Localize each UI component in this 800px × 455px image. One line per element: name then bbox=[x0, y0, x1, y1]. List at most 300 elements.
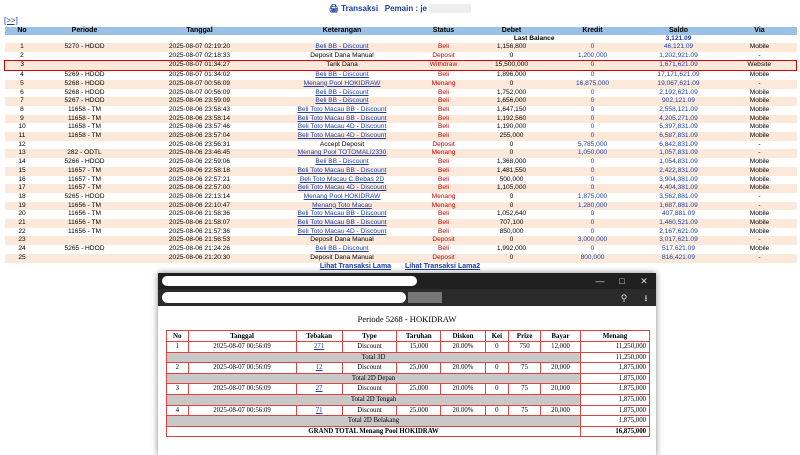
detail-prize: 750 bbox=[509, 342, 540, 352]
detail-discount: 20.00% bbox=[441, 384, 484, 394]
row-status: Menang bbox=[415, 193, 473, 202]
row-via: - bbox=[723, 236, 797, 245]
row-kredit: 0 bbox=[551, 245, 635, 254]
row-saldo: 2,558,121.09 bbox=[635, 106, 723, 115]
row-debet: 1,752,000 bbox=[473, 89, 551, 98]
row-debet: 0 bbox=[473, 236, 551, 245]
detail-kei: 0 bbox=[486, 342, 509, 352]
page-title bbox=[0, 4, 800, 13]
detail-column-header: No bbox=[167, 331, 188, 341]
table-row bbox=[5, 236, 797, 245]
row-date: 2025-08-07 00:56:09 bbox=[130, 80, 270, 89]
maximize-icon[interactable]: □ bbox=[619, 276, 625, 286]
row-saldo: 4,205,271.09 bbox=[635, 115, 723, 124]
minimize-icon[interactable]: — bbox=[595, 276, 605, 286]
row-date: 2025-08-06 22:10:47 bbox=[130, 202, 270, 211]
row-date: 2025-08-06 22:57:21 bbox=[130, 176, 270, 185]
detail-total-row bbox=[167, 353, 649, 363]
row-kredit: 800,000 bbox=[551, 254, 635, 263]
row-description[interactable]: Beli BB - Discount bbox=[270, 158, 415, 167]
detail-total-value: 1,875,000 bbox=[581, 395, 649, 405]
row-date: 2025-08-06 22:13:14 bbox=[130, 193, 270, 202]
row-debet: 1,052,640 bbox=[473, 210, 551, 219]
row-periode: 11656 - TM bbox=[40, 228, 130, 237]
row-date: 2025-08-06 22:57:00 bbox=[130, 184, 270, 193]
row-saldo: 517,621.09 bbox=[635, 245, 723, 254]
detail-date: 2025-08-07 00:56:09 bbox=[189, 384, 296, 394]
grand-total-row bbox=[167, 427, 649, 437]
row-debet: 0 bbox=[473, 193, 551, 202]
row-saldo: 407,881.09 bbox=[635, 210, 723, 219]
next-page-link[interactable]: [>>] bbox=[4, 16, 18, 25]
detail-type: Discount bbox=[343, 363, 396, 373]
row-via: Mobile bbox=[723, 71, 797, 80]
row-kredit: 0 bbox=[551, 106, 635, 115]
table-row bbox=[5, 106, 797, 115]
row-periode: 11657 - TM bbox=[40, 167, 130, 176]
row-status: Beli bbox=[415, 219, 473, 228]
row-periode: 5267 - HDOD bbox=[40, 97, 130, 106]
row-periode bbox=[40, 254, 130, 263]
row-description[interactable]: Beli Toto Macau BB - Discount bbox=[270, 210, 415, 219]
row-via: Mobile bbox=[723, 89, 797, 98]
popup-page-title: Periode 5268 - HOKIDRAW bbox=[357, 314, 457, 324]
row-debet: 1,992,000 bbox=[473, 245, 551, 254]
row-kredit: 0 bbox=[551, 132, 635, 141]
row-kredit: 0 bbox=[551, 71, 635, 80]
column-header: Periode bbox=[40, 27, 130, 35]
row-periode bbox=[40, 141, 130, 150]
detail-win: 1,875,000 bbox=[581, 384, 649, 394]
row-date: 2025-08-06 23:59:09 bbox=[130, 97, 270, 106]
detail-row bbox=[167, 384, 649, 394]
row-date: 2025-08-06 23:57:04 bbox=[130, 132, 270, 141]
row-status: Menang bbox=[415, 149, 473, 158]
row-number: 16 bbox=[5, 176, 40, 185]
row-number: 2 bbox=[5, 52, 40, 61]
close-icon[interactable]: ✕ bbox=[640, 276, 648, 286]
table-row bbox=[5, 43, 797, 52]
row-date: 2025-08-06 22:59:06 bbox=[130, 158, 270, 167]
detail-guess-link[interactable]: 12 bbox=[297, 363, 342, 373]
row-kredit: 1,280,000 bbox=[551, 202, 635, 211]
row-saldo: 1,687,881.09 bbox=[635, 202, 723, 211]
table-row bbox=[5, 71, 797, 80]
row-description[interactable]: Beli Toto Macau BB - Discount bbox=[270, 115, 415, 124]
zoom-icon[interactable]: ⚲ bbox=[620, 293, 628, 303]
printer-icon[interactable]: 🖨 bbox=[328, 4, 339, 13]
detail-pay: 20,000 bbox=[541, 363, 580, 373]
row-periode: 11658 - TM bbox=[40, 123, 130, 132]
row-status: Beli bbox=[415, 228, 473, 237]
row-status: Beli bbox=[415, 245, 473, 254]
grand-total-label: GRAND TOTAL Menang Pool HOKIDRAW bbox=[167, 427, 580, 437]
row-via: - bbox=[723, 202, 797, 211]
row-via: - bbox=[723, 193, 797, 202]
detail-discount: 20.00% bbox=[441, 342, 484, 352]
table-body bbox=[5, 35, 797, 263]
detail-prize: 75 bbox=[509, 363, 540, 373]
row-periode: 5270 - HDOD bbox=[40, 43, 130, 52]
row-description[interactable]: Beli BB - Discount bbox=[270, 245, 415, 254]
detail-row bbox=[167, 406, 649, 416]
row-description[interactable]: Menang Pool TOTOMALI2330 bbox=[270, 149, 415, 158]
row-status: Deposit bbox=[415, 52, 473, 61]
row-date: 2025-08-06 21:58:36 bbox=[130, 210, 270, 219]
row-kredit: 16,875,000 bbox=[551, 80, 635, 89]
old-transactions-link-2[interactable]: Lihat Transaksi Lama2 bbox=[405, 263, 481, 270]
row-kredit: 0 bbox=[551, 123, 635, 132]
detail-kei: 0 bbox=[486, 384, 509, 394]
detail-body bbox=[167, 342, 649, 436]
table-row bbox=[5, 141, 797, 150]
row-debet: 707,100 bbox=[473, 219, 551, 228]
row-periode: 11658 - TM bbox=[40, 106, 130, 115]
detail-column-header: Bayar bbox=[541, 331, 580, 341]
row-status: Beli bbox=[415, 132, 473, 141]
detail-no: 2 bbox=[167, 363, 188, 373]
page-title-text: Transaksi bbox=[341, 4, 379, 13]
row-status: Withdraw bbox=[415, 61, 473, 71]
row-via: - bbox=[723, 149, 797, 158]
row-number: 7 bbox=[5, 97, 40, 106]
table-row bbox=[5, 176, 797, 185]
detail-type: Discount bbox=[343, 342, 396, 352]
row-debet: 0 bbox=[473, 202, 551, 211]
table-row bbox=[5, 115, 797, 124]
detail-column-header: Taruhan bbox=[397, 331, 440, 341]
detail-kei: 0 bbox=[486, 406, 509, 416]
row-description[interactable]: Menang Pool HOKIDRAW bbox=[270, 193, 415, 202]
detail-total-value: 1,875,000 bbox=[581, 416, 649, 426]
row-date: 2025-08-07 02:18:33 bbox=[130, 52, 270, 61]
row-debet: 1,192,560 bbox=[473, 115, 551, 124]
row-saldo: 1,054,831.09 bbox=[635, 158, 723, 167]
row-description[interactable]: Menang Pool HOKIDRAW bbox=[270, 80, 415, 89]
detail-pay: 20,000 bbox=[541, 406, 580, 416]
detail-total-label: Total 2D Tengah bbox=[167, 395, 580, 405]
row-periode: 11657 - TM bbox=[40, 176, 130, 185]
row-kredit: 1,200,000 bbox=[551, 52, 635, 61]
detail-date: 2025-08-07 00:56:09 bbox=[189, 406, 296, 416]
row-via: Mobile bbox=[723, 97, 797, 106]
row-description[interactable]: Beli Toto Macau BB - Discount bbox=[270, 106, 415, 115]
browser-tab-redacted[interactable] bbox=[162, 276, 417, 286]
row-description[interactable]: Beli Toto Macau 4D - Discount bbox=[270, 123, 415, 132]
row-periode: 282 - ODTL bbox=[40, 149, 130, 158]
table-row bbox=[5, 219, 797, 228]
row-status: Beli bbox=[415, 158, 473, 167]
row-kredit: 0 bbox=[551, 184, 635, 193]
row-via: Website bbox=[723, 61, 797, 71]
row-via: - bbox=[723, 80, 797, 89]
row-status: Menang bbox=[415, 80, 473, 89]
table-row bbox=[5, 80, 797, 89]
row-periode: 5269 - HDOD bbox=[40, 71, 130, 80]
row-via: Mobile bbox=[723, 167, 797, 176]
row-date: 2025-08-07 00:56:09 bbox=[130, 89, 270, 98]
row-saldo: 3,562,881.09 bbox=[635, 193, 723, 202]
row-number: 10 bbox=[5, 123, 40, 132]
row-description: Deposit Dana Manual bbox=[270, 52, 415, 61]
row-description[interactable]: Beli Toto Macau 4D - Discount bbox=[270, 184, 415, 193]
row-number: 23 bbox=[5, 236, 40, 245]
row-number: 4 bbox=[5, 71, 40, 80]
detail-bet: 25,000 bbox=[397, 363, 440, 373]
row-periode: 11658 - TM bbox=[40, 115, 130, 124]
row-status: Beli bbox=[415, 106, 473, 115]
table-row bbox=[5, 167, 797, 176]
row-kredit: 0 bbox=[551, 43, 635, 52]
row-date: 2025-08-07 02:19:20 bbox=[130, 43, 270, 52]
row-status: Beli bbox=[415, 210, 473, 219]
row-number: 25 bbox=[5, 254, 40, 263]
row-debet: 0 bbox=[473, 52, 551, 61]
row-saldo: 1,671,621.09 bbox=[635, 61, 723, 71]
row-kredit: 1,875,000 bbox=[551, 193, 635, 202]
detail-no: 3 bbox=[167, 384, 188, 394]
detail-header-row bbox=[167, 331, 649, 341]
detail-win: 11,250,000 bbox=[581, 342, 649, 352]
row-saldo: 6,587,831.09 bbox=[635, 132, 723, 141]
url-field-redacted[interactable] bbox=[162, 292, 406, 303]
row-number: 21 bbox=[5, 219, 40, 228]
row-via: Mobile bbox=[723, 123, 797, 132]
detail-date: 2025-08-07 00:56:09 bbox=[189, 363, 296, 373]
row-description[interactable]: Beli Toto Macau 4D - Discount bbox=[270, 228, 415, 237]
column-header: Status bbox=[415, 27, 473, 35]
table-row bbox=[5, 245, 797, 254]
row-date: 2025-08-06 23:57:46 bbox=[130, 123, 270, 132]
row-date: 2025-08-06 23:56:31 bbox=[130, 141, 270, 150]
detail-row bbox=[167, 363, 649, 373]
row-number: 8 bbox=[5, 106, 40, 115]
row-status: Beli bbox=[415, 89, 473, 98]
row-kredit: 0 bbox=[551, 89, 635, 98]
detail-date: 2025-08-07 00:56:09 bbox=[189, 342, 296, 352]
row-via: - bbox=[723, 52, 797, 61]
row-via: Mobile bbox=[723, 158, 797, 167]
row-debet: 500,000 bbox=[473, 176, 551, 185]
row-saldo: 3,904,381.09 bbox=[635, 176, 723, 185]
row-via: Mobile bbox=[723, 228, 797, 237]
row-date: 2025-08-06 23:58:14 bbox=[130, 115, 270, 124]
row-description[interactable]: Beli BB - Discount bbox=[270, 97, 415, 106]
row-saldo: 46,121.09 bbox=[635, 43, 723, 52]
row-debet: 0 bbox=[473, 254, 551, 263]
row-saldo: 1,057,831.09 bbox=[635, 149, 723, 158]
row-description[interactable]: Beli BB - Discount bbox=[270, 89, 415, 98]
table-row bbox=[5, 210, 797, 219]
row-periode bbox=[40, 236, 130, 245]
row-periode: 11656 - TM bbox=[40, 219, 130, 228]
row-date: 2025-08-06 21:24:26 bbox=[130, 245, 270, 254]
row-saldo: 3,017,621.09 bbox=[635, 236, 723, 245]
row-number: 15 bbox=[5, 167, 40, 176]
row-saldo: 5,397,831.09 bbox=[635, 123, 723, 132]
row-status: Beli bbox=[415, 167, 473, 176]
detail-total-row bbox=[167, 416, 649, 426]
row-description[interactable]: Beli Toto Macau BB - Discount bbox=[270, 219, 415, 228]
row-kredit: 0 bbox=[551, 228, 635, 237]
row-status: Beli bbox=[415, 71, 473, 80]
row-saldo: 2,167,621.09 bbox=[635, 228, 723, 237]
download-icon[interactable]: ⭳ bbox=[644, 293, 648, 303]
last-balance-value: 3,121.09 bbox=[665, 35, 692, 42]
row-debet: 850,000 bbox=[473, 228, 551, 237]
row-kredit: 0 bbox=[551, 210, 635, 219]
last-balance-label: Last Balance bbox=[513, 35, 555, 42]
detail-column-header: Prize bbox=[509, 331, 540, 341]
row-kredit: 0 bbox=[551, 176, 635, 185]
column-header: No bbox=[5, 27, 40, 35]
row-debet: 1,156,800 bbox=[473, 43, 551, 52]
detail-no: 4 bbox=[167, 406, 188, 416]
row-periode: 5265 - HDOD bbox=[40, 245, 130, 254]
column-header: Keterangan bbox=[270, 27, 415, 35]
row-number: 22 bbox=[5, 228, 40, 237]
row-saldo: 2,192,621.09 bbox=[635, 89, 723, 98]
url-field-redacted-grey bbox=[408, 292, 442, 303]
detail-row bbox=[167, 342, 649, 352]
row-status: Beli bbox=[415, 115, 473, 124]
row-debet: 1,481,550 bbox=[473, 167, 551, 176]
row-saldo: 4,404,381.09 bbox=[635, 184, 723, 193]
transaction-table bbox=[4, 27, 797, 263]
row-via: Mobile bbox=[723, 176, 797, 185]
row-debet: 1,656,000 bbox=[473, 97, 551, 106]
detail-no: 1 bbox=[167, 342, 188, 352]
detail-guess-link[interactable]: 27 bbox=[297, 384, 342, 394]
address-bar bbox=[158, 289, 656, 306]
row-periode: 11656 - TM bbox=[40, 210, 130, 219]
table-row bbox=[5, 123, 797, 132]
row-number: 6 bbox=[5, 89, 40, 98]
row-periode: 11657 - TM bbox=[40, 184, 130, 193]
row-number: 17 bbox=[5, 184, 40, 193]
row-date: 2025-08-06 23:46:45 bbox=[130, 149, 270, 158]
row-status: Beli bbox=[415, 123, 473, 132]
row-description[interactable]: Beli Toto Macau 4D - Discount bbox=[270, 132, 415, 141]
row-description: Deposit Dana Manual bbox=[270, 236, 415, 245]
detail-column-header: Diskon bbox=[441, 331, 484, 341]
bet-detail-table bbox=[166, 330, 650, 437]
table-row bbox=[5, 193, 797, 202]
row-via: Mobile bbox=[723, 106, 797, 115]
row-kredit: 0 bbox=[551, 158, 635, 167]
table-row bbox=[5, 254, 797, 263]
row-via: Mobile bbox=[723, 219, 797, 228]
detail-guess-link[interactable]: 71 bbox=[297, 406, 342, 416]
row-debet: 0 bbox=[473, 80, 551, 89]
detail-total-row bbox=[167, 395, 649, 405]
column-header: Saldo bbox=[635, 27, 723, 35]
row-saldo: 816,421.09 bbox=[635, 254, 723, 263]
row-status: Deposit bbox=[415, 236, 473, 245]
row-via: Mobile bbox=[723, 132, 797, 141]
row-description[interactable]: Beli Toto Macau C.Bebas 2D bbox=[270, 176, 415, 185]
row-status: Menang bbox=[415, 202, 473, 211]
row-periode: 5268 - HDOD bbox=[40, 89, 130, 98]
row-number: 5 bbox=[5, 80, 40, 89]
detail-total-value: 11,250,000 bbox=[581, 353, 649, 363]
detail-total-row bbox=[167, 374, 649, 384]
table-row bbox=[5, 184, 797, 193]
row-date: 2025-08-06 22:58:18 bbox=[130, 167, 270, 176]
row-debet: 15,500,000 bbox=[473, 61, 551, 71]
row-saldo: 19,067,621.09 bbox=[635, 80, 723, 89]
detail-pay: 20,000 bbox=[541, 384, 580, 394]
table-row bbox=[5, 132, 797, 141]
row-description[interactable]: Beli Toto Macau BB - Discount bbox=[270, 167, 415, 176]
row-status: Beli bbox=[415, 176, 473, 185]
table-row bbox=[5, 228, 797, 237]
detail-bet: 15,000 bbox=[397, 342, 440, 352]
column-header: Tanggal bbox=[130, 27, 270, 35]
row-status: Deposit bbox=[415, 141, 473, 150]
row-kredit: 0 bbox=[551, 219, 635, 228]
row-description[interactable]: Menang Toto Macau bbox=[270, 202, 415, 211]
last-balance-row bbox=[5, 35, 797, 43]
row-number: 19 bbox=[5, 202, 40, 211]
row-saldo: 1,202,921.09 bbox=[635, 52, 723, 61]
row-description[interactable]: Beli BB - Discount bbox=[270, 43, 415, 52]
grand-total-value: 16,875,000 bbox=[581, 427, 649, 437]
row-date: 2025-08-06 23:58:43 bbox=[130, 106, 270, 115]
row-debet: 255,000 bbox=[473, 132, 551, 141]
row-periode: 5268 - HDOD bbox=[40, 80, 130, 89]
row-status: Beli bbox=[415, 43, 473, 52]
detail-bet: 25,000 bbox=[397, 406, 440, 416]
column-header: Via bbox=[723, 27, 797, 35]
row-description[interactable]: Beli BB - Discount bbox=[270, 71, 415, 80]
row-periode bbox=[40, 52, 130, 61]
row-periode: 11658 - TM bbox=[40, 132, 130, 141]
row-saldo: 6,842,831.09 bbox=[635, 141, 723, 150]
row-debet: 0 bbox=[473, 149, 551, 158]
row-date: 2025-08-06 21:56:53 bbox=[130, 236, 270, 245]
row-kredit: 0 bbox=[551, 115, 635, 124]
detail-discount: 20.00% bbox=[441, 363, 484, 373]
table-row bbox=[5, 202, 797, 211]
row-number: 20 bbox=[5, 210, 40, 219]
detail-column-header: Tebakan bbox=[297, 331, 342, 341]
row-kredit: 1,050,000 bbox=[551, 149, 635, 158]
table-row bbox=[5, 52, 797, 61]
row-status: Deposit bbox=[415, 254, 473, 263]
row-description: Tarik Dana bbox=[270, 61, 415, 71]
detail-guess-link[interactable]: 271 bbox=[297, 342, 342, 352]
table-row bbox=[5, 149, 797, 158]
row-kredit: 0 bbox=[551, 61, 635, 71]
detail-column-header: Menang bbox=[581, 331, 649, 341]
detail-column-header: Tanggal bbox=[189, 331, 296, 341]
detail-total-label: Total 2D Depan bbox=[167, 374, 580, 384]
row-number: 13 bbox=[5, 149, 40, 158]
row-debet: 1,368,000 bbox=[473, 158, 551, 167]
row-description: Deposit Dana Manual bbox=[270, 254, 415, 263]
row-number: 14 bbox=[5, 158, 40, 167]
row-date: 2025-08-07 01:34:27 bbox=[130, 61, 270, 71]
row-debet: 1,647,150 bbox=[473, 106, 551, 115]
old-transactions-link[interactable]: Lihat Transaksi Lama bbox=[319, 263, 392, 270]
detail-total-value: 1,875,000 bbox=[581, 374, 649, 384]
detail-win: 1,875,000 bbox=[581, 363, 649, 373]
row-date: 2025-08-06 21:57:36 bbox=[130, 228, 270, 237]
column-header: Kredit bbox=[551, 27, 635, 35]
row-number: 24 bbox=[5, 245, 40, 254]
row-date: 2025-08-06 21:20:30 bbox=[130, 254, 270, 263]
